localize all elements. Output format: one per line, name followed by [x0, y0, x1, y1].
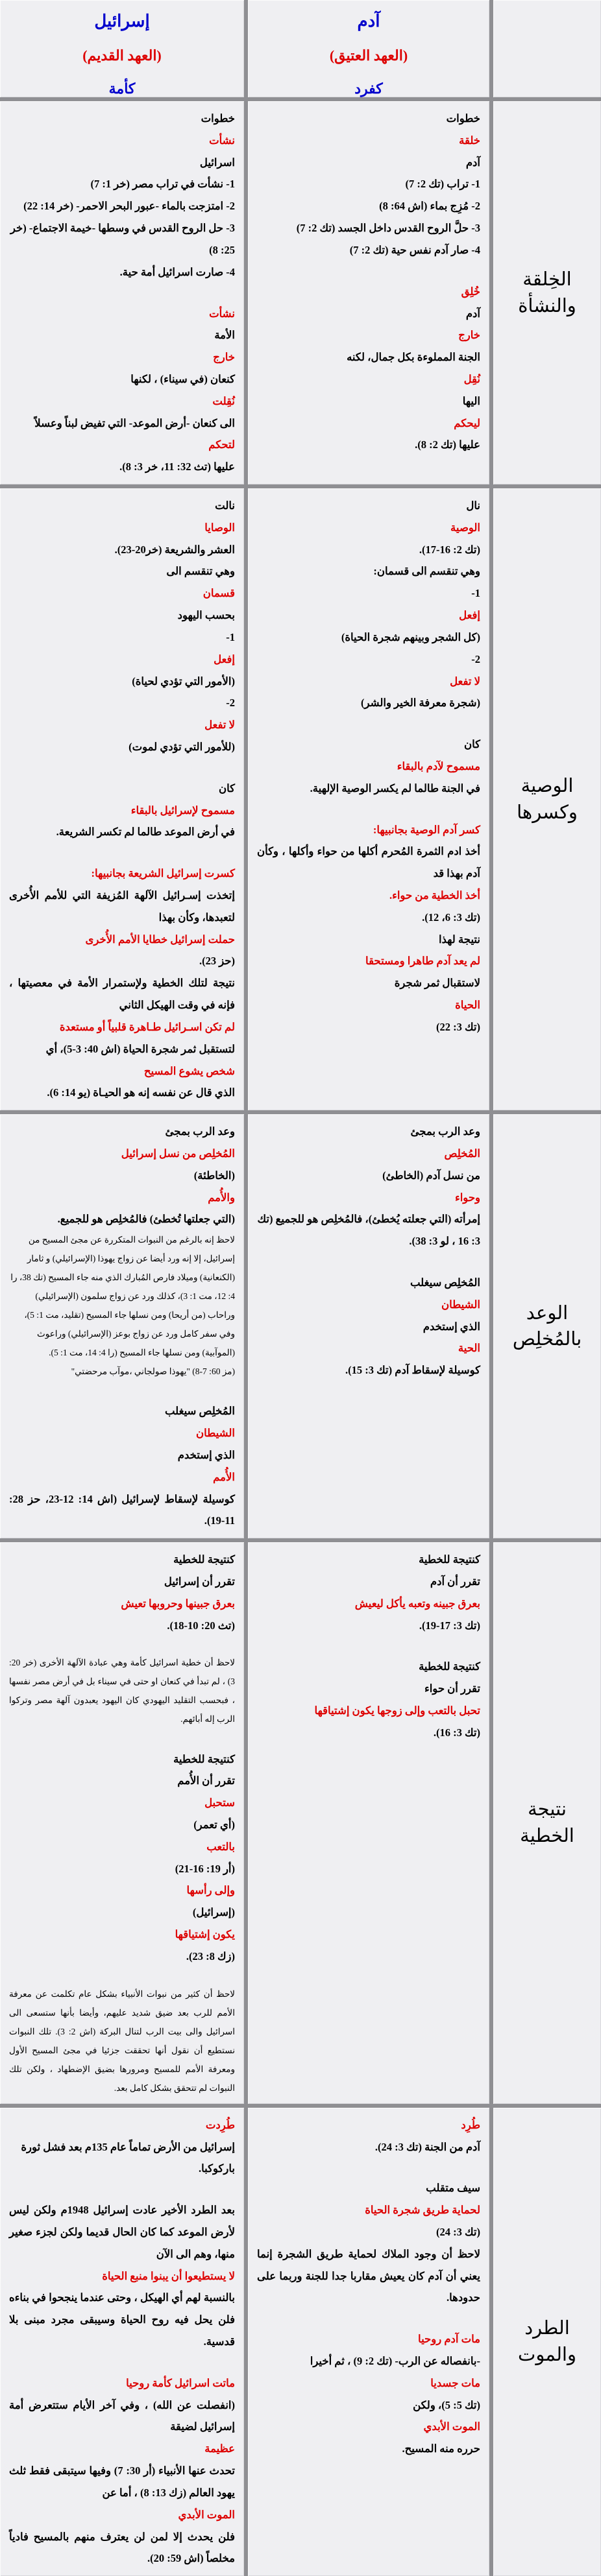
text-segment: وإلى رأسها: [186, 1884, 235, 1897]
text-segment: مات آدم روحيا: [418, 2333, 480, 2346]
israel-column-title: إسرائيل: [94, 12, 150, 30]
text-segment: الذي إستخدم: [423, 1320, 480, 1333]
row-label-4: [493, 2108, 601, 2576]
paragraph: [9, 495, 235, 560]
adam-cell-row-0: [248, 101, 489, 484]
text-segment: (تك 3: 22): [436, 1020, 480, 1033]
text-segment: الموت الأبدي: [178, 2508, 235, 2521]
paragraph: [257, 1272, 480, 1381]
text-segment: كان: [219, 781, 235, 794]
paragraph: [257, 2177, 480, 2243]
paragraph: [257, 649, 480, 714]
text-segment: 2-: [471, 652, 480, 665]
paragraph: [9, 108, 235, 173]
paragraph: [257, 2243, 480, 2309]
text-segment: بعرق جبينه وتعبه يأكل ليعيش: [354, 1597, 480, 1610]
text-segment: عظيمة: [204, 2442, 235, 2455]
paragraph: [9, 1985, 235, 2097]
text-segment: وعد الرب بمجئ: [165, 1125, 235, 1138]
column-header-adam: [248, 0, 489, 97]
row-label-1: [493, 488, 601, 1110]
text-segment: بالنسبة لهم أي الهيكل ، وحتى عندما ينجحوا في بناءه فلن يحل فيه روح الحياة وسيبقى مجرد مبنى بلا قدسية.: [9, 2291, 235, 2348]
paragraph: [257, 1121, 480, 1252]
text-segment: مات جسديا: [430, 2376, 480, 2389]
text-segment: (انفصلت عن الله) ، وفي آخر الأيام ستتعرض أمة إسرائيل لضيقة: [9, 2398, 235, 2433]
text-segment: الموت الأبدي: [423, 2420, 480, 2433]
israel-column-subtitle: (العهد القديم): [82, 47, 162, 64]
text-segment: (التي جعلتها تُخطئ) فالمُخلِص هو للجميع.: [57, 1213, 235, 1226]
text-segment: 1-: [226, 630, 235, 643]
text-segment: تقرر أن حواء: [424, 1682, 480, 1695]
text-segment: (تك 2: 16-17).: [419, 543, 480, 556]
paragraph: [257, 733, 480, 799]
paragraph: [9, 173, 235, 195]
text-segment: بعرق جبينها وحروبها تعيش: [121, 1597, 235, 1610]
text-segment: العشر والشريعة (خر20-23).: [114, 543, 235, 556]
paragraph: [257, 2114, 480, 2158]
adam-column-title: آدم: [357, 12, 380, 30]
text-segment: إفعل: [459, 609, 480, 622]
text-segment: من نسل آدم (الخاطئ): [382, 1169, 480, 1182]
paragraph: [257, 281, 480, 457]
paragraph: [9, 217, 235, 261]
paragraph: [9, 303, 235, 479]
paragraph: [257, 217, 480, 239]
text-segment: (تك 3: 24): [436, 2225, 480, 2238]
text-segment: 3- حل الروح القدس في وسطها -خيمة الاجتماع- (خر 25: 8): [10, 222, 235, 256]
text-segment: كنتيجة للخطية: [419, 1660, 480, 1673]
paragraph: [257, 841, 480, 928]
text-segment: نال: [466, 499, 480, 512]
text-segment: 2- مُزِج بماء (اش 64: 8): [379, 200, 480, 213]
text-segment: حملت إسرائيل خطايا الأمم الأُخرى: [85, 933, 235, 946]
text-segment: الجنة المملوءة بكل جمال، لكنه: [347, 351, 480, 364]
text-segment: تحدث عنها الأنبياء (أر 30: 7) وفيها سيتبقى فقط ثلث يهود العالم (زك 13: 8) ، أما عن: [9, 2464, 235, 2499]
adam-column-subtitle: (العهد العتيق): [329, 47, 408, 64]
text-segment: يكون إشتياقها: [175, 1928, 235, 1940]
text-segment: سيف متقلب: [426, 2182, 480, 2195]
text-segment: الحياة: [455, 999, 480, 1012]
adam-cell-row-4: [248, 2108, 489, 2576]
paragraph: [257, 929, 480, 1038]
text-segment: بعد الطرد الأخير عادت إسرائيل 1948م ولكن ليس لأرض الموعد كما كان الحال قديما ولكن لجزء صغير منها، وهم الى الآن: [9, 2204, 235, 2260]
text-segment: إمرأته (التي جعلته يُخطئ)، فالمُخلِص هو للجميع (تك 3: 16 ، لو 3: 38).: [257, 1213, 480, 1248]
israel-cell-row-0: [0, 101, 244, 484]
paragraph: [9, 195, 235, 217]
text-segment: إفعل: [214, 652, 235, 665]
paragraph: [257, 239, 480, 261]
text-segment: (كل الشجر وبينهم شجرة الحياة): [341, 630, 480, 643]
text-segment: 1- نشأت في تراب مصر (خر 1: 7): [90, 178, 235, 191]
text-segment: وحواء: [454, 1191, 480, 1204]
text-segment: مسموح لإسرائيل بالبقاء: [130, 804, 235, 817]
israel-cell-row-2: [0, 1114, 244, 1538]
paragraph: [257, 560, 480, 582]
row-label-text: نتيجة الخطية: [520, 1799, 574, 1846]
text-segment: (الخاطئة): [193, 1169, 235, 1182]
text-segment: لاحظ أن خطية اسرائيل كأمة وهي عبادة الآلهة الأخرى (خر 20: 3) ، لم تبدأ في كنعان او حتى في سيناء بل في أرض مصر نفسها ، فبحسب التقليد اليهودي كان اليهود يعبدون آلهة مصر وتركوا الرب إله أبائهم.: [9, 1658, 235, 1724]
paragraph: [9, 885, 235, 972]
text-segment: أخذ ادم الثمرة المُحرم أكلها من حواء وأكلها ، وكأن آدم بهذا قد: [257, 845, 480, 880]
text-segment: لاحظ إنه بالرغم من النبوات المتكررة عن مجئ المسيح من إسرائيل، إلا إنه ورد أيضا عن زواج يهوذا (الإسرائيلي) و ثامار (الكنعانية) وميلاد فارص المُبارك الذي منه جاء المسيح (تك 38، را 4: 12، مت 1: 3)، كذلك ورد عن زواج سلمون (الإسرائيلي) وراحاب (من أريحا) ومن نسلها جاء المسيح (تقليد، مت 1: 5)، وفي سفر كامل ورد عن زواج بوعز (الإسرائيلي) وراعوث (الموآبية) ومن نسلها جاء المسيح (را 4: 14، مت 1: 5).: [10, 1235, 235, 1358]
text-segment: وعد الرب بمجئ: [410, 1125, 480, 1138]
row-label-0: [493, 101, 601, 484]
text-segment: (أر 19: 16-21): [175, 1862, 235, 1875]
paragraph: [9, 2199, 235, 2353]
text-segment: المُخلِص سيغلب: [164, 1405, 235, 1418]
paragraph: [9, 863, 235, 885]
paragraph: [257, 1656, 480, 1678]
text-segment: (تث 20: 10-18).: [167, 1619, 235, 1632]
text-segment: فلن يحدث إلا لمن لن يعترف منهم بالمسيح فادياً مخلصاً (اش 59: 20).: [9, 2530, 235, 2565]
paragraph: [9, 1362, 235, 1381]
text-segment: -بانفصاله عن الرب- (تك 2: 9) ، ثم أخيرا: [310, 2355, 480, 2368]
israel-column-role: كأمة: [108, 80, 136, 97]
text-segment: كنتيجة للخطية: [173, 1752, 235, 1765]
paragraph: [257, 195, 480, 217]
text-segment: تقرر أن آدم: [430, 1575, 480, 1588]
text-segment: حرره منه المسيح.: [402, 2442, 480, 2455]
text-segment: لتستقبل ثمر شجرة الحياة (اش 40: 3-5)، أي: [45, 1042, 235, 1055]
text-segment: نُقِلت: [212, 394, 235, 407]
text-segment: ماتت اسرائيل كأمة روحيا: [126, 2376, 235, 2389]
text-segment: خطوات: [446, 112, 480, 125]
text-segment: الحية: [458, 1342, 480, 1355]
text-segment: (شجرة معرفة الخير والشر): [361, 697, 480, 710]
text-segment: عليها (تث 32: 11، خر 3: 8).: [119, 460, 235, 473]
text-segment: الأُمم: [213, 1470, 235, 1483]
text-segment: لاحظ أن كثير من نبوات الأنبياء بشكل عام تكلمت عن معرفة الأمم للرب بعد ضيق شديد عليهم، وأيضا بأنها ستسعى الى اسرائيل والى بيت الرب لتنال البركة (اش 2: 3). تلك النبوات نستطيع أن نقول أنها تحققت جزئيا في مجئ المسيح الأول ومعرفة الأمم للمسيح ومرورها بضيق الإضطهاد ، ولكن تلك النبوات لم تتحقق بشكل كامل بعد.: [9, 1988, 235, 2093]
text-segment: كنتيجة للخطية: [419, 1553, 480, 1566]
text-segment: الشيطان: [196, 1427, 235, 1440]
text-segment: كنتيجة للخطية: [173, 1553, 235, 1566]
text-segment: لتحكم: [208, 438, 235, 451]
text-segment: خارج: [213, 351, 235, 364]
text-segment: آدم من الجنة (تك 3: 24).: [374, 2140, 480, 2153]
text-segment: اليها: [462, 394, 480, 407]
text-segment: شخص يشوع المسيح: [143, 1064, 235, 1077]
text-segment: (الأمور التي تؤدي لحياة): [132, 674, 235, 687]
paragraph: [9, 626, 235, 692]
row-label-3: [493, 1542, 601, 2104]
text-segment: (زك 8: 23).: [186, 1950, 235, 1962]
text-segment: لاحظ أن وجود الملاك لحماية طريق الشجرة إنما يعني أن آدم كان يعيش مقاربا جدا للجنة وربما على حدودها.: [257, 2247, 480, 2304]
text-segment: مسموح لآدم بالبقاء: [397, 759, 480, 772]
text-segment: تحبل بالتعب وإلى زوجها يكون إشتياقها: [314, 1704, 480, 1717]
paragraph: [257, 1678, 480, 1743]
row-label-text: الوصية وكسرها: [517, 775, 578, 823]
text-segment: إسرائيل من الأرض تماماً عام 135م بعد فشل ثورة باركوكبا.: [21, 2140, 235, 2175]
text-segment: الوصايا: [204, 521, 235, 534]
text-segment: تقرر أن الأُمم: [177, 1774, 235, 1787]
paragraph: [257, 108, 480, 173]
text-segment: عليها (تك 2: 8).: [415, 438, 480, 451]
text-segment: المُخلِص من نسل إسرائيل: [121, 1147, 235, 1160]
column-header-israel: [0, 0, 244, 97]
text-segment: الذي إستخدم: [177, 1448, 235, 1461]
row-label-text: الوعد بالمُخلِص: [512, 1302, 582, 1350]
text-segment: نشأت: [209, 307, 235, 320]
text-segment: خارج: [458, 329, 480, 342]
text-segment: والأُمم: [208, 1191, 235, 1204]
text-segment: لا يستطيعوا أن يبنوا منبع الحياة: [102, 2269, 235, 2282]
paragraph: [257, 1571, 480, 1636]
paragraph: [9, 1549, 235, 1571]
text-segment: ستحبل: [204, 1796, 235, 1809]
paragraph: [257, 2328, 480, 2460]
text-segment: طُرِد: [461, 2118, 480, 2131]
text-segment: المُخلِص سيغلب: [410, 1276, 480, 1289]
text-segment: أخذ الخطية من حواء.: [389, 889, 480, 901]
adam-cell-row-3: [248, 1542, 489, 2104]
text-segment: نُقِل: [463, 372, 480, 385]
adam-column-role: كفرد: [354, 80, 383, 97]
adam-cell-row-1: [248, 488, 489, 1110]
text-segment: لحماية طريق شجرة الحياة: [365, 2204, 480, 2217]
text-segment: في أرض الموعد طالما لم تكسر الشريعة.: [56, 826, 235, 839]
text-segment: 4- صارت اسرائيل أمة حية.: [119, 265, 235, 278]
text-segment: لا تفعل: [450, 674, 480, 687]
paragraph: [9, 692, 235, 757]
paragraph: [9, 1748, 235, 1771]
paragraph: [9, 2372, 235, 2570]
text-segment: الى كنعان -أرض الموعد- التي تفيض لبناً وعسلاً: [34, 416, 235, 429]
row-label-text: الطرد والموت: [518, 2318, 576, 2365]
paragraph: [9, 2114, 235, 2180]
text-segment: (تك 3: 16).: [433, 1726, 480, 1739]
text-segment: (للأمور التي تؤدي لموت): [129, 740, 235, 753]
text-segment: اسرائيل: [199, 156, 235, 169]
israel-cell-row-1: [0, 488, 244, 1110]
text-segment: نالت: [215, 499, 235, 512]
text-segment: بحسب اليهود: [177, 609, 235, 622]
text-segment: آدم: [465, 156, 480, 169]
text-segment: (إسرائيل): [192, 1906, 235, 1919]
text-segment: نتيجة لهذا: [438, 933, 480, 946]
text-segment: نتيجة لتلك الخطية ولإستمرار الأمة في معصيتها ، فإنه في وقت الهيكل الثاني: [9, 977, 235, 1012]
text-segment: (حز 23).: [199, 955, 235, 968]
paragraph: [257, 819, 480, 841]
text-segment: ليحكم: [454, 416, 480, 429]
adam-cell-row-2: [248, 1114, 489, 1538]
text-segment: كسرت إسرائيل الشريعة بجانبيها:: [91, 867, 235, 880]
text-segment: 3- حلَّ الروح القدس داخل الجسد (تك 2: 7): [296, 222, 480, 235]
text-segment: الوصية: [450, 521, 480, 534]
text-segment: كوسيلة لإسقاط آدم (تك 3: 15).: [345, 1364, 480, 1377]
text-segment: 4- صار آدم نفس حية (تك 2: 7): [349, 243, 480, 256]
paragraph: [9, 1121, 235, 1230]
text-segment: لم يعد آدم طاهرا ومستحقا: [365, 955, 480, 968]
text-segment: آدم: [465, 307, 480, 320]
paragraph: [257, 1549, 480, 1571]
text-segment: وهي تنقسم الى قسمان:: [373, 565, 480, 578]
paragraph: [9, 778, 235, 843]
paragraph: [9, 1653, 235, 1728]
paragraph: [9, 1571, 235, 1636]
paragraph: [9, 1230, 235, 1362]
text-segment: كسر آدم الوصية بجانبيها:: [373, 823, 480, 836]
paragraph: [257, 582, 480, 648]
text-segment: كوسيلة لإسقاط لإسرائيل (اش 14: 12-23، حز 28: 11-19).: [9, 1492, 235, 1527]
text-segment: 1-: [471, 587, 480, 600]
paragraph: [9, 1770, 235, 1967]
text-segment: لم تكن اسـرائيل طـاهرة قلبياً أو مستعدة: [59, 1020, 235, 1033]
text-segment: 1- تراب (تك 2: 7): [405, 178, 480, 191]
paragraph: [257, 495, 480, 560]
text-segment: خُلِق: [461, 285, 480, 298]
text-segment: المُخلِص: [444, 1147, 480, 1160]
text-segment: كنعان (في سيناء) ، لكنها: [130, 372, 235, 385]
row-label-text: الخِلقة والنشأة: [518, 268, 576, 316]
text-segment: في الجنة طالما لم يكسر الوصية الإلهية.: [310, 781, 480, 794]
text-segment: الأمة: [214, 329, 235, 342]
text-segment: الذي قال عن نفسه إنه هو الحيـاة (يو 14: 6).: [47, 1086, 235, 1099]
text-segment: نشأت: [209, 134, 235, 147]
text-segment: كان: [464, 738, 480, 751]
paragraph: [9, 972, 235, 1104]
text-segment: خطوات: [201, 112, 235, 125]
text-segment: لاستقبال ثمر شجرة: [394, 977, 480, 990]
text-segment: (تك 3: 17-19).: [419, 1619, 480, 1632]
text-segment: 2- امتزجت بالماء -عبور البحر الاحمر- (خر 14: 22): [23, 200, 235, 213]
text-segment: خلقة: [459, 134, 480, 147]
text-segment: (تك 5: 5)، ولكن: [413, 2398, 480, 2411]
israel-cell-row-3: [0, 1542, 244, 2104]
text-segment: 2-: [226, 697, 235, 710]
column-header-topics: [493, 0, 601, 97]
text-segment: بالتعب: [206, 1840, 235, 1853]
row-label-2: [493, 1114, 601, 1538]
text-segment: طُرِدت: [205, 2118, 235, 2131]
text-segment: قسمان: [202, 587, 235, 600]
text-segment: (أي تعمر): [193, 1818, 235, 1831]
text-segment: الشيطان: [441, 1298, 480, 1311]
paragraph: [9, 1400, 235, 1532]
paragraph: [257, 173, 480, 195]
text-segment: لا تفعل: [204, 719, 235, 732]
paragraph: [9, 560, 235, 626]
text-segment: (تك 3: 6، 12).: [422, 911, 480, 924]
text-segment: إتخذت إسـرائيل الآلهة المُزيفة التي للأمم الأُخرى لتعبدها، وكأن بهذا: [9, 889, 235, 924]
text-segment: تقرر أن إسرائيل: [164, 1575, 235, 1588]
paragraph: [9, 261, 235, 283]
text-segment: (مز 60: 7-8) "يهوذا صولجاني ،موآب مرحضتي": [71, 1366, 235, 1377]
israel-cell-row-4: [0, 2108, 244, 2576]
text-segment: وهي تنقسم الى: [166, 565, 235, 578]
